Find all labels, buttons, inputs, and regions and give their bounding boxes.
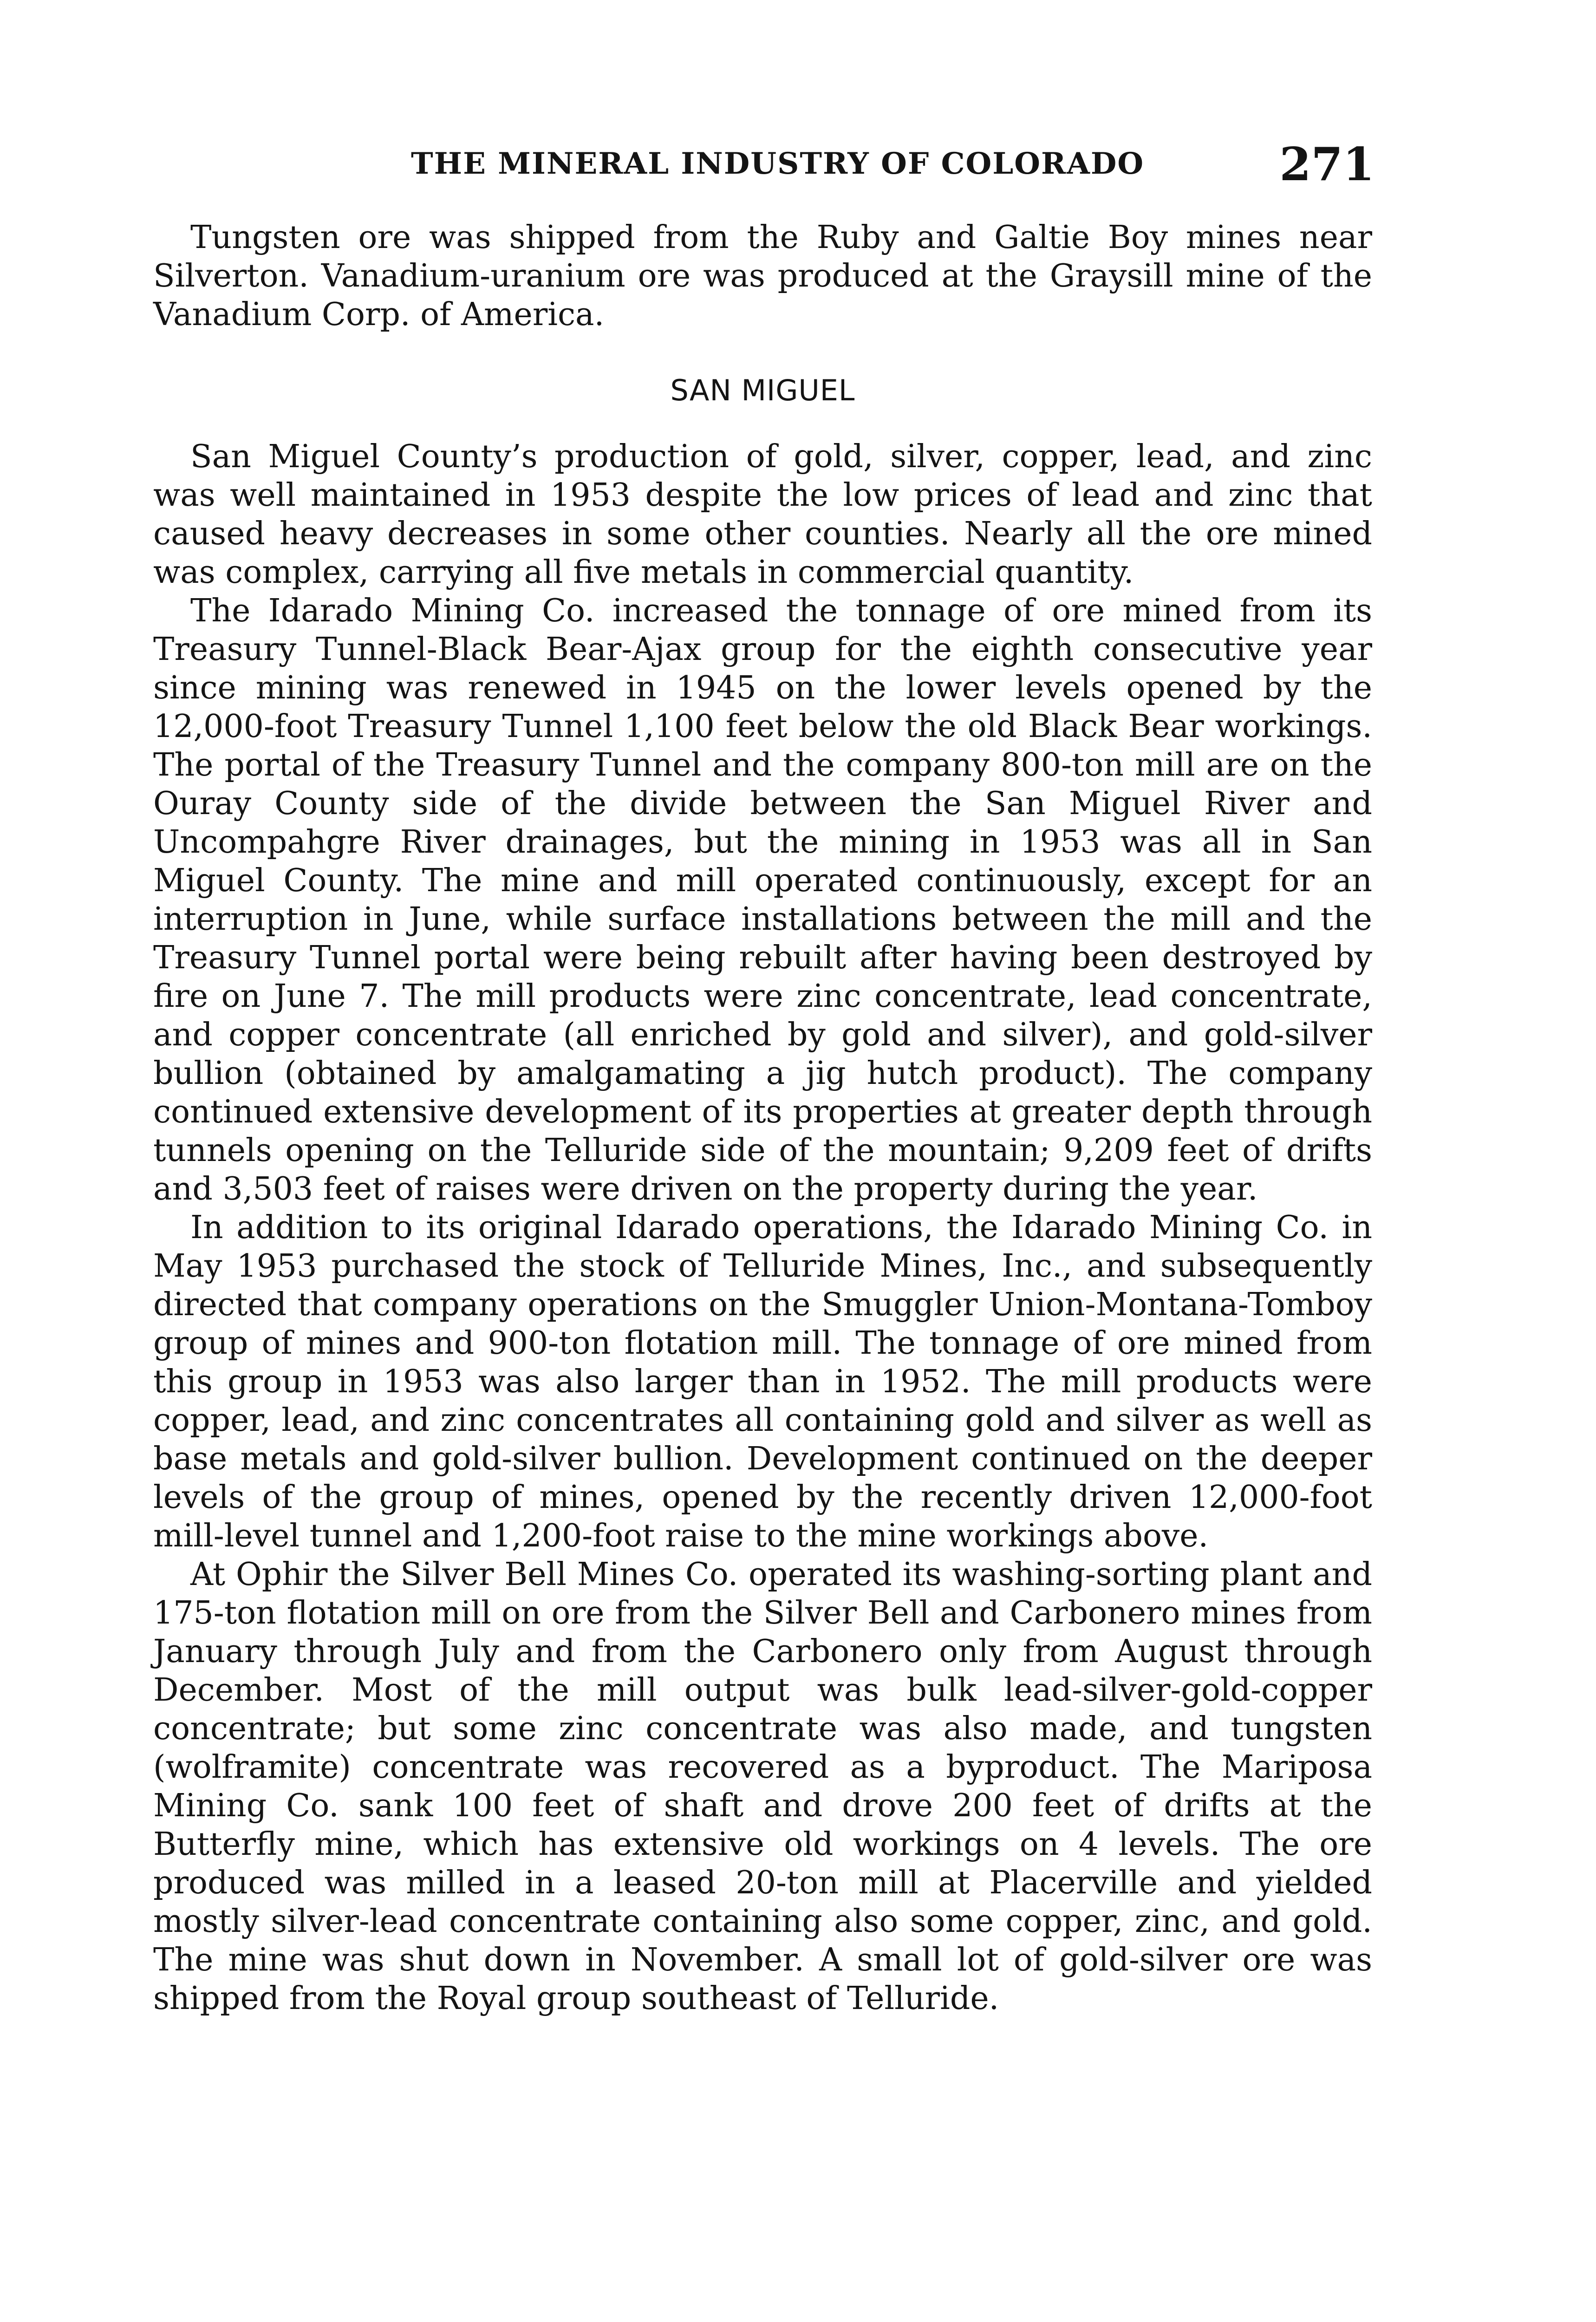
intro-paragraph: Tungsten ore was shipped from the Ruby and Galtie Boy mines near Silverton. Vanadium-uranium ore was produced at the Graysill mine of the Vanadium Corp. of America. (153, 219, 1372, 333)
paragraph-telluride-mines: In addition to its original Idarado operations, the Idarado Mining Co. in May 1953 purchased the stock of Telluride Mines, Inc., and subsequently directed that company operations on the Smuggler Union-Montana-Tomboy group of mines and 900-ton flotation mill. The tonnage of ore mined from this group in 1953 was also larger than in 1952. The mill products were copper, lead, and zinc concentrates all containing gold and silver as well as base metals and gold-silver bullion. Development continued on the deeper levels of the group of mines, opened by the recently driven 12,000-foot mill-level tunnel and 1,200-foot raise to the mine workings above. (153, 1209, 1372, 1554)
body-text (153, 218, 1372, 2018)
page-number: 271 (1279, 138, 1375, 191)
paragraph-idarado-treasury: The Idarado Mining Co. increased the tonnage of ore mined from its Treasury Tunnel-Black Bear-Ajax group for the eighth consecutive year since mining was renewed in 1945 on the lower levels opened by the 12,000-foot Treasury Tunnel 1,100 feet below the old Black Bear workings. The portal of the Treasury Tunnel and the company 800-ton mill are on the Ouray County side of the divide between the San Miguel River and Uncompahgre River drainages, but the mining in 1953 was all in San Miguel County. The mine and mill operated continuously, except for an interruption in June, while surface installations between the mill and the Treasury Tunnel portal were being rebuilt after having been destroyed by fire on June 7. The mill products were zinc concentrate, lead concentrate, and copper concentrate (all enriched by gold and silver), and gold-silver bullion (obtained by amalgamating a jig hutch product). The company continued extensive development of its properties at greater depth through tunnels opening on the Telluride side of the mountain; 9,209 feet of drifts and 3,503 feet of raises were driven on the property during the year. (153, 593, 1372, 1207)
paragraph-county-production: San Miguel County’s production of gold, silver, copper, lead, and zinc was well maintained in 1953 despite the low prices of lead and zinc that caused heavy decreases in some other counties. Nearly all the ore mined was complex, carrying all five metals in commercial quantity. (153, 438, 1372, 591)
running-title: THE MINERAL INDUSTRY OF COLORADO (411, 146, 1145, 181)
running-header (153, 138, 1375, 191)
section-heading: SAN MIGUEL (670, 373, 855, 407)
paragraph-ophir-silver-bell: At Ophir the Silver Bell Mines Co. operated its washing-sorting plant and 175-ton flotation mill on ore from the Silver Bell and Carbonero mines from January through July and from the Carbonero only from August through December. Most of the mill output was bulk lead-silver-gold-copper concentrate; but some zinc concentrate was also made, and tungsten (wolframite) concentrate was recovered as a byproduct. The Mariposa Mining Co. sank 100 feet of shaft and drove 200 feet of drifts at the Butterfly mine, which has extensive old workings on 4 levels. The ore produced was milled in a leased 20-ton mill at Placerville and yielded mostly silver-lead concentrate containing also some copper, zinc, and gold. The mine was shut down in November. A small lot of gold-silver ore was shipped from the Royal group southeast of Telluride. (153, 1556, 1372, 2017)
